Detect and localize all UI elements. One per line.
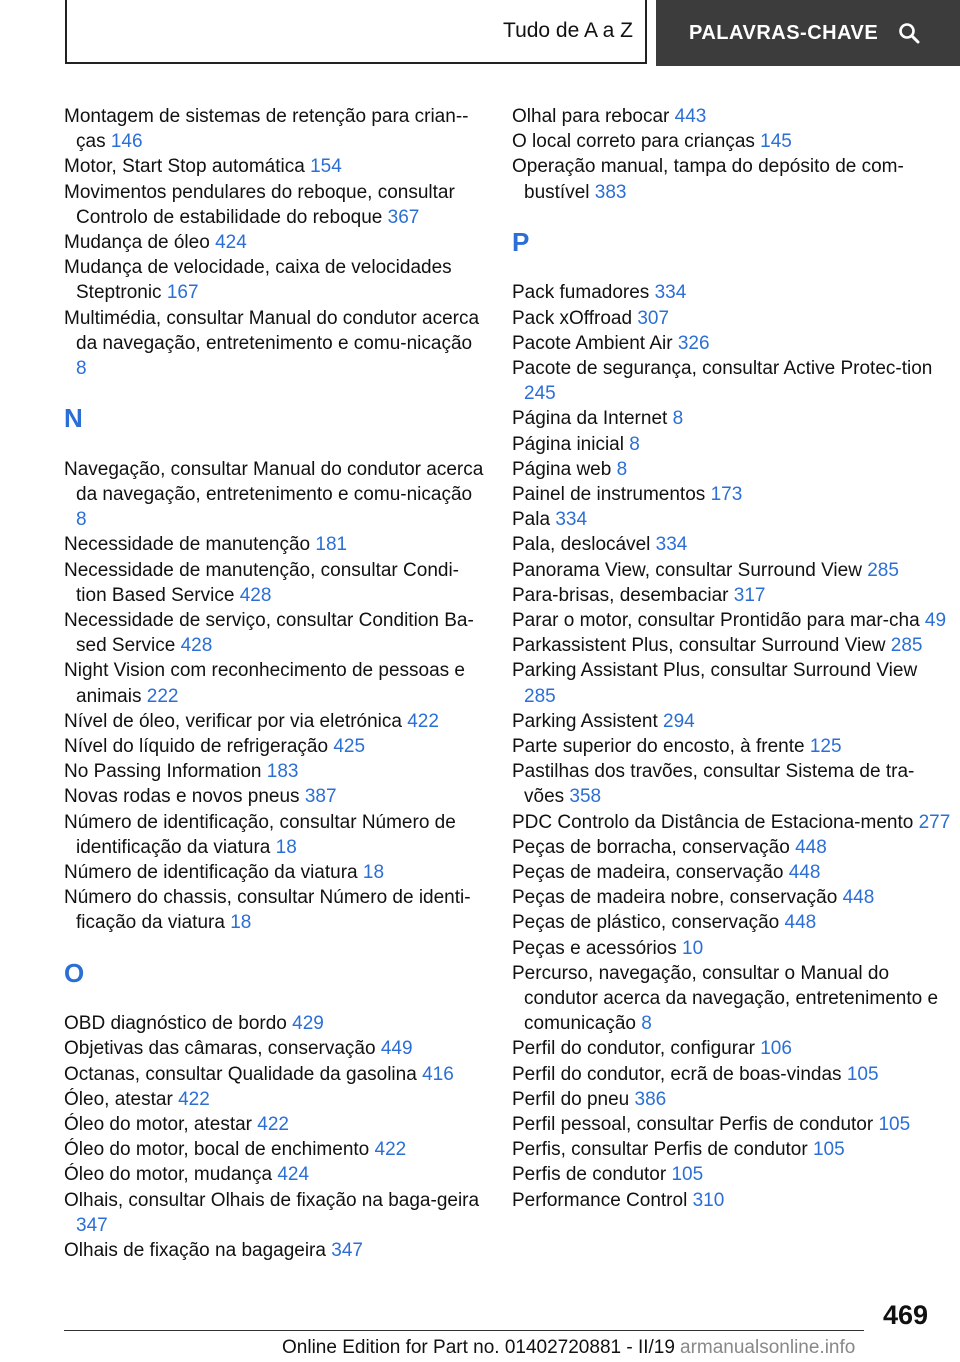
index-entry <box>512 482 952 507</box>
page-reference-link[interactable]: 105 <box>671 1164 704 1186</box>
index-entry <box>512 835 952 860</box>
index-entry <box>64 306 484 382</box>
page-reference-link[interactable]: 105 <box>812 1139 845 1161</box>
index-entry <box>64 558 484 608</box>
index-entry-text: Pack xOffroad <box>512 307 633 329</box>
index-entry-text: Percurso, navegação, consultar o Manual do condutor acerca da navegação, entretenimento e comunicação <box>512 962 939 1035</box>
page-reference-link[interactable]: 145 <box>760 131 792 153</box>
index-entry <box>64 1011 484 1036</box>
index-entry <box>64 1112 484 1137</box>
index-entry-text: Operação manual, tampa do depósito de com-bustível <box>512 156 904 203</box>
index-entry <box>512 910 952 935</box>
index-entry <box>64 810 484 860</box>
page-reference-link[interactable]: 245 <box>524 383 556 405</box>
page-reference-link[interactable]: 105 <box>878 1114 911 1136</box>
page-reference-link[interactable]: 416 <box>422 1063 454 1085</box>
index-entry <box>64 608 484 658</box>
page-reference-link[interactable]: 125 <box>809 736 842 758</box>
page-reference-link[interactable]: 173 <box>710 484 743 505</box>
page-reference-link[interactable]: 10 <box>682 937 704 959</box>
index-entry-text: Peças de madeira nobre, conservação <box>512 887 838 909</box>
page-reference-link[interactable]: 106 <box>760 1038 792 1060</box>
index-entry <box>512 709 952 734</box>
tab-a-to-z-label: Tudo de A a Z <box>503 19 633 42</box>
page-reference-link[interactable]: 448 <box>788 862 821 884</box>
index-entry-text: Movimentos pendulares do reboque, consultar Controlo de estabilidade do reboque <box>64 181 455 228</box>
index-entry <box>64 1062 484 1087</box>
page-number: 469 <box>882 1300 928 1330</box>
index-entry <box>64 180 484 230</box>
index-entry <box>512 860 952 885</box>
index-entry <box>512 1087 952 1112</box>
index-entry <box>64 1162 484 1187</box>
index-entry <box>512 280 952 305</box>
index-entry-text: Objetivas das câmaras, conservação <box>64 1038 376 1060</box>
page-reference-link[interactable]: 449 <box>380 1038 413 1060</box>
page-reference-link[interactable]: 424 <box>277 1164 310 1186</box>
page-reference-link[interactable]: 347 <box>331 1240 363 1262</box>
index-entry-text: Peças de borracha, conservação <box>512 836 790 858</box>
index-entry-text: Parking Assistent <box>512 710 658 732</box>
edition-text: Online Edition for Part no. 01402720881 - II/19 <box>282 1337 675 1358</box>
index-entry-text: OBD diagnóstico de bordo <box>64 1013 287 1035</box>
index-entry-text: Perfil do condutor, ecrã de boas-vindas <box>512 1063 842 1085</box>
footer-divider <box>64 1330 864 1331</box>
index-entry-text: Peças de plástico, conservação <box>512 912 780 934</box>
index-entry <box>512 734 952 759</box>
index-entry <box>512 532 952 557</box>
index-entry <box>64 885 484 935</box>
index-entry <box>512 1137 952 1162</box>
index-entry-text: Multimédia, consultar Manual do condutor acerca da navegação, entretenimento e comu-nicação <box>64 307 480 354</box>
index-entry-text: Pacote Ambient Air <box>512 332 673 354</box>
index-entry-text: Pacote de segurança, consultar Active Protec-tion <box>512 357 933 379</box>
index-entry <box>512 583 952 608</box>
index-entry <box>64 1137 484 1162</box>
index-entry-text: Número do chassis, consultar Número de identi-ficação da viatura <box>64 887 471 934</box>
page-reference-link[interactable]: 334 <box>655 534 688 556</box>
index-entry-text: Óleo do motor, mudança <box>64 1164 273 1186</box>
index-entry-text: Navegação, consultar Manual do condutor acerca da navegação, entretenimento e comu-nicação <box>64 458 484 505</box>
page-reference-link[interactable]: 167 <box>166 282 199 304</box>
index-entry-text: Número de identificação, consultar Número de identificação da viatura <box>64 811 456 858</box>
index-entry <box>512 104 952 129</box>
index-entry-text: Novas rodas e novos pneus <box>64 786 300 808</box>
page-reference-link[interactable]: 18 <box>230 912 252 934</box>
index-entry-text: Pala, deslocável <box>512 534 651 556</box>
page-reference-link[interactable]: 49 <box>924 610 947 632</box>
index-entry <box>512 885 952 910</box>
index-entry-text: Parte superior do encosto, à frente <box>512 736 805 758</box>
page-reference-link[interactable]: 8 <box>629 433 640 455</box>
index-entry <box>64 104 484 154</box>
index-entry <box>64 860 484 885</box>
index-entry <box>64 1087 484 1112</box>
page-reference-link[interactable]: 310 <box>692 1189 725 1211</box>
page-reference-link[interactable]: 317 <box>733 584 766 606</box>
page-reference-link[interactable]: 8 <box>76 358 87 380</box>
page-reference-link[interactable]: 387 <box>304 786 337 808</box>
index-entry <box>64 457 484 533</box>
tab-keywords[interactable] <box>656 0 960 66</box>
page-reference-link[interactable]: 285 <box>890 635 923 657</box>
index-entry-text: No Passing Information <box>64 761 262 783</box>
page-reference-link[interactable]: 334 <box>654 282 687 304</box>
index-entry <box>512 633 952 658</box>
page-reference-link[interactable]: 424 <box>215 232 247 254</box>
index-entry <box>64 255 484 305</box>
tab-keywords-label: PALAVRAS-CHAVE <box>689 21 879 44</box>
page-reference-link[interactable]: 8 <box>672 408 684 430</box>
index-entry-text: Parar o motor, consultar Prontidão para mar-cha <box>512 610 920 632</box>
index-entry <box>64 709 484 734</box>
index-column-right <box>512 104 952 1213</box>
index-entry-text: Mudança de óleo <box>64 232 210 254</box>
page-reference-link[interactable]: 358 <box>569 786 602 808</box>
page-reference-link[interactable]: 8 <box>76 509 87 531</box>
index-entry <box>512 154 952 204</box>
index-entry <box>64 1036 484 1061</box>
index-entry <box>512 1188 952 1213</box>
page-reference-link[interactable]: 422 <box>178 1088 210 1110</box>
page-reference-link[interactable]: 448 <box>784 912 817 934</box>
index-entry <box>64 759 484 784</box>
page-reference-link[interactable]: 18 <box>275 836 297 858</box>
index-entry-text: Perfil do condutor, configurar <box>512 1038 755 1060</box>
page-reference-link[interactable]: 285 <box>524 685 556 707</box>
page-reference-link[interactable]: 347 <box>76 1214 108 1236</box>
index-entry <box>512 331 952 356</box>
index-entry-text: PDC Controlo da Distância de Estaciona-mento <box>512 811 914 833</box>
index-entry <box>512 658 952 708</box>
header <box>0 0 960 68</box>
index-entry <box>512 406 952 431</box>
index-entry-text: Olhal para rebocar <box>512 106 670 127</box>
page-reference-link[interactable]: 222 <box>146 685 179 707</box>
index-entry-text: Peças e acessórios <box>512 937 677 959</box>
index-entry-text: Óleo do motor, bocal de enchimento <box>64 1139 370 1161</box>
index-entry-text: Perfil do pneu <box>512 1088 630 1110</box>
index-entry <box>512 129 952 154</box>
index-entry-text: Perfis, consultar Perfis de condutor <box>512 1139 808 1161</box>
page-reference-link[interactable]: 422 <box>407 710 439 732</box>
index-entry-text: Peças de madeira, conservação <box>512 862 784 884</box>
page-reference-link[interactable]: 334 <box>555 509 588 531</box>
index-entry <box>512 1162 952 1187</box>
index-entry-text: Night Vision com reconhecimento de pessoas e animais <box>64 660 465 707</box>
index-entry-text: Número de identificação da viatura <box>64 862 358 884</box>
index-entry <box>64 532 484 557</box>
index-entry <box>512 1036 952 1061</box>
page-reference-link[interactable]: 425 <box>333 736 366 758</box>
index-entry-text: Perfil pessoal, consultar Perfis de condutor <box>512 1114 874 1136</box>
page-reference-link[interactable]: 422 <box>257 1114 289 1136</box>
page-reference-link[interactable]: 326 <box>677 332 710 354</box>
index-entry <box>64 658 484 708</box>
index-entry-text: Óleo do motor, atestar <box>64 1114 252 1136</box>
index-entry-text: Perfis de condutor <box>512 1164 667 1186</box>
index-entry-text: Página inicial <box>512 433 624 455</box>
index-entry <box>512 507 952 532</box>
page-reference-link[interactable]: 443 <box>674 106 707 127</box>
index-entry-text: Painel de instrumentos <box>512 484 706 505</box>
index-entry <box>64 154 484 179</box>
index-entry-text: Mudança de velocidade, caixa de velocidades Steptronic <box>64 257 452 304</box>
page-reference-link[interactable]: 105 <box>846 1063 879 1085</box>
index-entry <box>512 432 952 457</box>
search-icon <box>898 22 920 44</box>
index-entry <box>512 810 952 835</box>
page-reference-link[interactable]: 181 <box>315 534 348 556</box>
page-reference-link[interactable]: 307 <box>637 307 670 329</box>
page-reference-link[interactable]: 386 <box>634 1088 667 1110</box>
tab-a-to-z[interactable] <box>65 0 647 64</box>
index-entry-text: Olhais de fixação na bagageira <box>64 1240 326 1262</box>
index-column-left <box>64 104 484 1263</box>
index-entry <box>512 1062 952 1087</box>
index-entry <box>512 608 952 633</box>
index-entry <box>512 356 952 406</box>
section-letter: P <box>512 227 530 257</box>
page-reference-link[interactable]: 367 <box>387 206 420 228</box>
index-entry-text: O local correto para crianças <box>512 131 755 153</box>
page-reference-link[interactable]: 183 <box>266 761 299 783</box>
page-reference-link[interactable]: 428 <box>239 584 272 606</box>
index-entry-text: Necessidade de manutenção <box>64 534 311 556</box>
index-entry-text: Página da Internet <box>512 408 668 430</box>
page-reference-link[interactable]: 8 <box>641 1013 652 1035</box>
index-entry-text: Óleo, atestar <box>64 1088 173 1110</box>
index-entry <box>64 230 484 255</box>
index-entry-text: Necessidade de manutenção, consultar Condi-tion Based Service <box>64 559 460 606</box>
page-reference-link[interactable]: 146 <box>110 131 143 153</box>
page-reference-link[interactable]: 428 <box>180 635 213 657</box>
index-entry-text: Para-brisas, desembaciar <box>512 584 729 606</box>
index-entry <box>512 936 952 961</box>
index-entry-text: Parkassistent Plus, consultar Surround View <box>512 635 886 657</box>
index-entry <box>64 734 484 759</box>
index-entry-text: Pack fumadores <box>512 282 650 304</box>
section-letter: O <box>64 957 85 988</box>
page-reference-link[interactable]: 277 <box>918 811 951 833</box>
page-reference-link[interactable]: 422 <box>374 1139 407 1161</box>
index-entry-text: Necessidade de serviço, consultar Condition Ba-sed Service <box>64 610 474 657</box>
index-entry <box>512 558 952 583</box>
index-entry <box>512 457 952 482</box>
page-reference-link[interactable]: 429 <box>292 1013 324 1035</box>
index-entry <box>64 1238 484 1263</box>
index-entry <box>512 1112 952 1137</box>
index-entry <box>512 961 952 1037</box>
index-entry-text: Parking Assistant Plus, consultar Surround View <box>512 660 918 682</box>
index-entry-text: Nível do líquido de refrigeração <box>64 736 329 758</box>
index-entry-text: Pala <box>512 509 551 531</box>
page-reference-link[interactable]: 383 <box>594 181 627 203</box>
page-reference-link[interactable]: 154 <box>310 156 342 178</box>
index-entry <box>64 784 484 809</box>
watermark: armanualsonline.info <box>680 1337 856 1358</box>
page-reference-link[interactable]: 294 <box>663 710 695 732</box>
index-entry <box>512 759 952 809</box>
index-entry-text: Motor, Start Stop automática <box>64 156 305 178</box>
index-entry-text: Pastilhas dos travões, consultar Sistema de tra-vões <box>512 761 915 808</box>
index-entry <box>512 306 952 331</box>
index-entry <box>64 1188 484 1238</box>
index-entry-text: Panorama View, consultar Surround View <box>512 559 862 581</box>
index-entry-text: Montagem de sistemas de retenção para crian-ças <box>64 106 469 153</box>
page-reference-link[interactable]: 285 <box>867 559 899 581</box>
index-entry-text: Olhais, consultar Olhais de fixação na baga-geira <box>64 1189 480 1211</box>
page-reference-link[interactable]: 18 <box>362 862 385 884</box>
index-entry-text: Performance Control <box>512 1189 688 1211</box>
index-entry-text: Octanas, consultar Qualidade da gasolina <box>64 1063 417 1085</box>
page-reference-link[interactable]: 448 <box>842 887 875 909</box>
index-entry-text: Nível de óleo, verificar por via eletrónica <box>64 710 402 732</box>
page-reference-link[interactable]: 8 <box>616 458 628 480</box>
index-entry-text: Página web <box>512 458 612 480</box>
page-reference-link[interactable]: 448 <box>795 836 827 858</box>
section-letter: N <box>64 403 83 434</box>
